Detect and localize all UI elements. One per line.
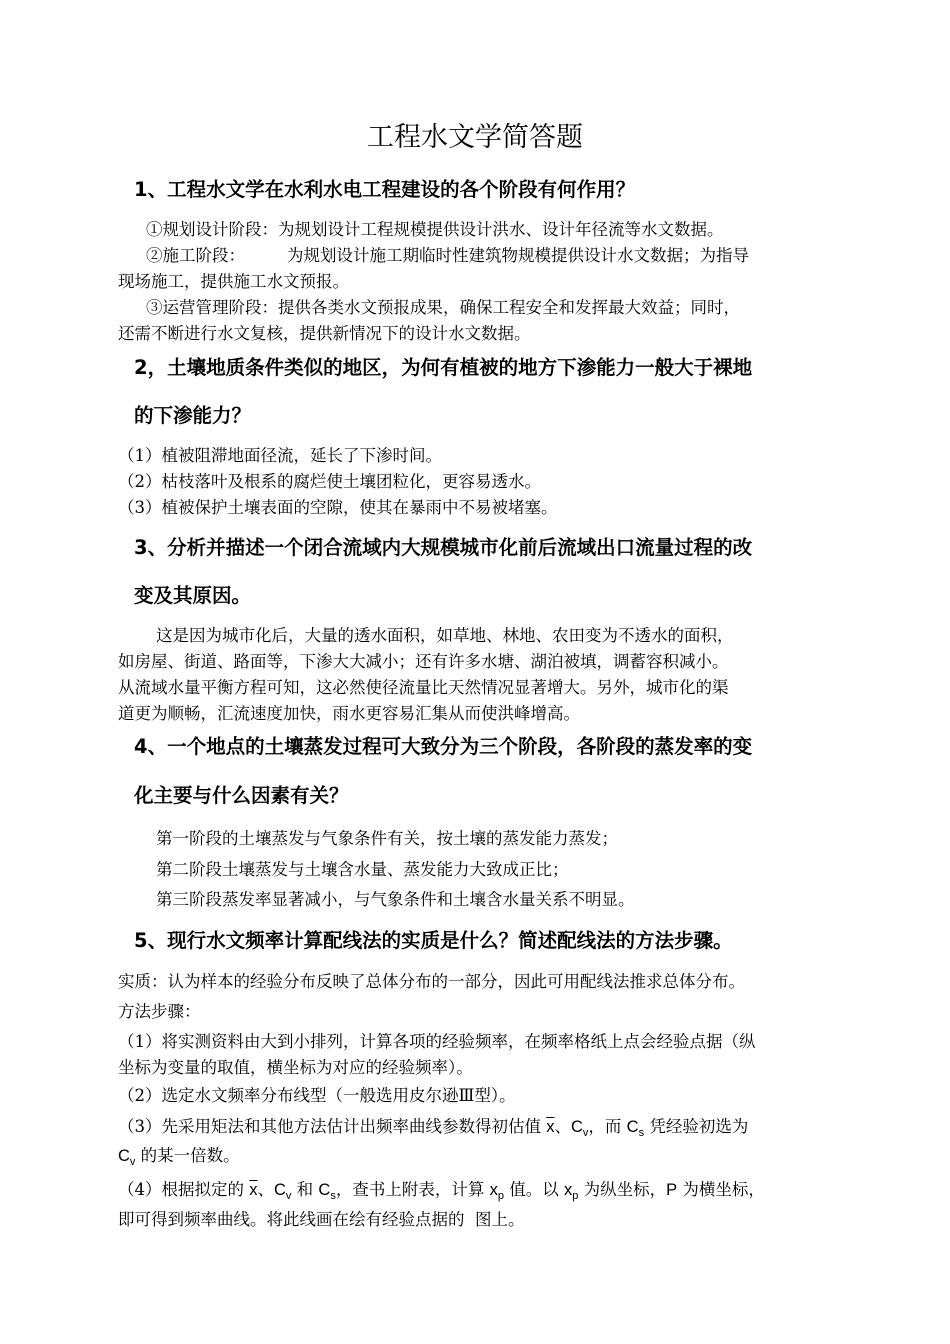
s3-text-mid: ，而 [588, 1117, 627, 1136]
s3-sep: 、 [554, 1117, 571, 1136]
q4-line-1: 第一阶段的土壤蒸发与气象条件有关，按土壤的蒸发能力蒸发； [156, 829, 618, 848]
q3-line-4: 道更为顺畅，汇流速度加快，雨水更容易汇集从而使洪峰增高。 [118, 704, 580, 723]
q1-line-2: ②施工阶段： 为规划设计施工期临时性建筑物规模提供设计水文数据；为指导 [146, 246, 749, 265]
question-1-heading: 1、工程水文学在水利水电工程建设的各个阶段有何作用？ [134, 178, 636, 201]
s4-cv-sub: v [285, 1190, 292, 1202]
q4-line-3: 第三阶段蒸发率显著减小，与气象条件和土壤含水量关系不明显。 [156, 890, 635, 909]
s3-cs: C [626, 1118, 639, 1136]
s4-text-mid: ，查书上附表，计算 [335, 1180, 490, 1199]
s3-text-a: （3）先采用矩法和其他方法估计出频率曲线参数得初估值 [118, 1117, 547, 1136]
s4-xp: x [489, 1181, 498, 1199]
s4-and: 和 [291, 1180, 319, 1199]
s3-x-bar: $\overline{x}$ [546, 1118, 555, 1136]
q5-step-4-line-2: 即可得到频率曲线。将此线画在绘有经验点据的 图上。 [118, 1210, 525, 1229]
s4-cs: C [318, 1181, 331, 1199]
s4-cs-sub: s [330, 1190, 336, 1202]
s4-xp2-sub: p [572, 1190, 579, 1202]
s4-text-post: 为横坐标， [677, 1180, 765, 1199]
question-4-heading-line-2: 化主要与什么因素有关？ [134, 784, 349, 807]
q5-step-4-line-1 [118, 1177, 765, 1209]
q2-line-1: （1）植被阻滞地面径流，延长了下渗时间。 [118, 446, 442, 465]
q2-line-2: （2）枯枝落叶及根系的腐烂使土壤团粒化，更容易透水。 [118, 472, 541, 491]
s3-cv-sub: v [582, 1127, 589, 1139]
q3-line-2: 如房屋、街道、路面等，下渗大大减小；还有许多水塘、湖泊被填，调蓄容积减小。 [118, 652, 729, 671]
s4-x-bar: $\overline{x}$ [249, 1181, 258, 1199]
question-5-heading: 5、现行水文频率计算配线法的实质是什么？简述配线法的方法步骤。 [134, 929, 733, 952]
s4-cv: C [274, 1181, 286, 1199]
q5-step-3-line-2 [118, 1143, 240, 1175]
question-3-heading-line-1: 3、分析并描述一个闭合流域内大规模城市化前后流域出口流量过程的改 [134, 536, 753, 559]
s4-text-mid2: 值。以 [503, 1180, 564, 1199]
s4-sep: 、 [257, 1180, 274, 1199]
q5-essence: 实质：认为样本的经验分布反映了总体分布的一部分，因此可用配线法推求总体分布。 [118, 972, 745, 991]
s3b-cv: C [118, 1147, 130, 1165]
s4-text-a: （4）根据拟定的 [118, 1180, 250, 1199]
question-4-heading-line-1: 4、一个地点的土壤蒸发过程可大致分为三个阶段，各阶段的蒸发率的变 [134, 735, 753, 758]
q5-step-1-line-2: 坐标为变量的取值，横坐标为对应的经验频率）。 [118, 1058, 473, 1077]
s3b-cv-sub: v [129, 1156, 136, 1168]
s4-xp2: x [563, 1181, 573, 1199]
q5-step-1-line-1: （1）将实测资料由大到小排列，计算各项的经验频率，在频率格纸上点会经验点据（纵 [118, 1032, 756, 1051]
q1-line-3: 现场施工，提供施工水文预报。 [118, 272, 349, 291]
q5-step-2: （2）选定水文频率分布线型（一般选用皮尔逊Ⅲ型）。 [118, 1086, 516, 1105]
s3-text-post: 凭经验初选为 [644, 1117, 749, 1136]
q5-step-3-line-1 [118, 1114, 748, 1146]
s4-p: P [666, 1181, 678, 1199]
q4-line-2: 第二阶段土壤蒸发与土壤含水量、蒸发能力大致成正比； [156, 860, 569, 879]
q1-line-5: 还需不断进行水文复核，提供新情况下的设计水文数据。 [118, 324, 531, 343]
s4-text-mid3: 为纵坐标， [578, 1180, 667, 1199]
q1-line-1: ①规划设计阶段：为规划设计工程规模提供设计洪水、设计年径流等水文数据。 [146, 220, 724, 239]
question-2-heading-line-2: 的下渗能力？ [134, 404, 252, 427]
q1-line-4: ③运营管理阶段：提供各类水文预报成果，确保工程安全和发挥最大效益；同时， [146, 298, 740, 317]
question-3-heading-line-2: 变及其原因。 [134, 584, 252, 607]
q5-steps-label: 方法步骤： [118, 1002, 201, 1021]
s3-cs-sub: s [638, 1127, 645, 1139]
s3-cv: C [571, 1118, 583, 1136]
q3-line-3: 从流域水量平衡方程可知，这必然使径流量比天然情况显著增大。另外，城市化的渠 [118, 678, 729, 697]
question-2-heading-line-1: 2，土壤地质条件类似的地区，为何有植被的地方下渗能力一般大于裸地 [134, 356, 753, 379]
q2-line-3: （3）植被保护土壤表面的空隙，使其在暴雨中不易被堵塞。 [118, 498, 558, 517]
s4-xp-sub: p [497, 1190, 504, 1202]
document-title: 工程水文学简答题 [367, 122, 583, 153]
q3-line-1: 这是因为城市化后，大量的透水面积，如草地、林地、农田变为不透水的面积， [156, 626, 734, 645]
s3b-text: 的某一倍数。 [135, 1146, 240, 1165]
